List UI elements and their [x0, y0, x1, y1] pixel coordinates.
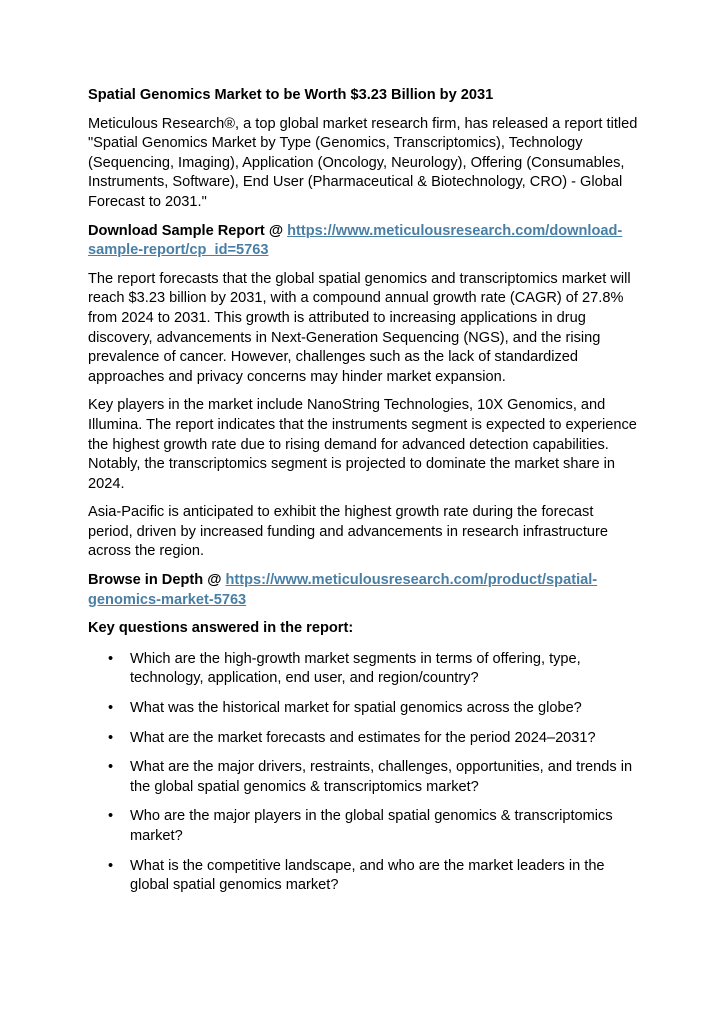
download-label: Download Sample Report @: [88, 222, 288, 239]
question-text: Who are the major players in the global spatial genomics & transcriptomics market?: [130, 808, 613, 844]
bullet-icon: •: [108, 729, 114, 746]
list-item: [88, 807, 638, 846]
download-line: [88, 222, 638, 261]
forecast-paragraph: The report forecasts that the global spatial genomics and transcriptomics market will reach $3.23 billion by 2031, with a compound annual growth rate (CAGR) of 27.8% from 2024 to 2031. This growth is attributed to increasing applications in drug discovery, advancements in Next-Generation Sequencing (NGS), and the rising prevalence of cancer. However, challenges such as the lack of standardized approaches and privacy concerns may hinder market expansion.: [88, 270, 631, 385]
question-text: What was the historical market for spatial genomics across the globe?: [130, 700, 582, 717]
browse-in-depth-link[interactable]: https://www.meticulousresearch.com/product/spatial-genomics-market-5763: [88, 572, 598, 608]
browse-label: Browse in Depth @: [88, 572, 226, 589]
questions-heading: Key questions answered in the report:: [88, 620, 354, 637]
question-text: Which are the high-growth market segments in terms of offering, type, technology, application, end user, and region/country?: [130, 650, 581, 687]
questions-list: [88, 650, 638, 896]
bullet-icon: •: [108, 759, 114, 776]
key-players-paragraph: Key players in the market include NanoString Technologies, 10X Genomics, and Illumina. The report indicates that the instruments segment is expected to experience the highest growth rate due to rising demand for advanced detection capabilities. Notably, the transcriptomics segment is projected to dominate the market share in 2024.: [88, 397, 637, 492]
asia-pacific-paragraph: Asia-Pacific is anticipated to exhibit the highest growth rate during the forecast period, driven by increased funding and advancements in research infrastructure across the region.: [88, 504, 608, 560]
list-item: [88, 650, 638, 689]
question-text: What are the market forecasts and estimates for the period 2024–2031?: [130, 729, 596, 746]
list-item: [88, 758, 638, 797]
bullet-icon: •: [108, 700, 114, 717]
intro-paragraph: Meticulous Research®, a top global market research firm, has released a report titled "Spatial Genomics Market by Type (Genomics, Transcriptomics), Technology (Sequencing, Imaging), Application (Oncology, Neurology), Offering (Consumables, Instruments, Software), End User (Pharmaceutical & Biotechnology, CRO) - Global Forecast to 2031.": [88, 115, 638, 210]
document-page: [88, 86, 638, 906]
question-text: What is the competitive landscape, and who are the market leaders in the global spatial genomics market?: [130, 857, 605, 894]
bullet-icon: •: [108, 650, 114, 667]
bullet-icon: •: [108, 808, 114, 825]
list-item: [88, 699, 638, 719]
bullet-icon: •: [108, 857, 114, 874]
list-item: [88, 857, 638, 896]
download-sample-link[interactable]: https://www.meticulousresearch.com/download-sample-report/cp_id=5763: [88, 222, 623, 259]
document-title: Spatial Genomics Market to be Worth $3.23 Billion by 2031: [88, 87, 494, 103]
browse-line: [88, 571, 638, 610]
question-text: What are the major drivers, restraints, challenges, opportunities, and trends in the global spatial genomics & transcriptomics market?: [130, 759, 633, 795]
list-item: [88, 729, 638, 749]
